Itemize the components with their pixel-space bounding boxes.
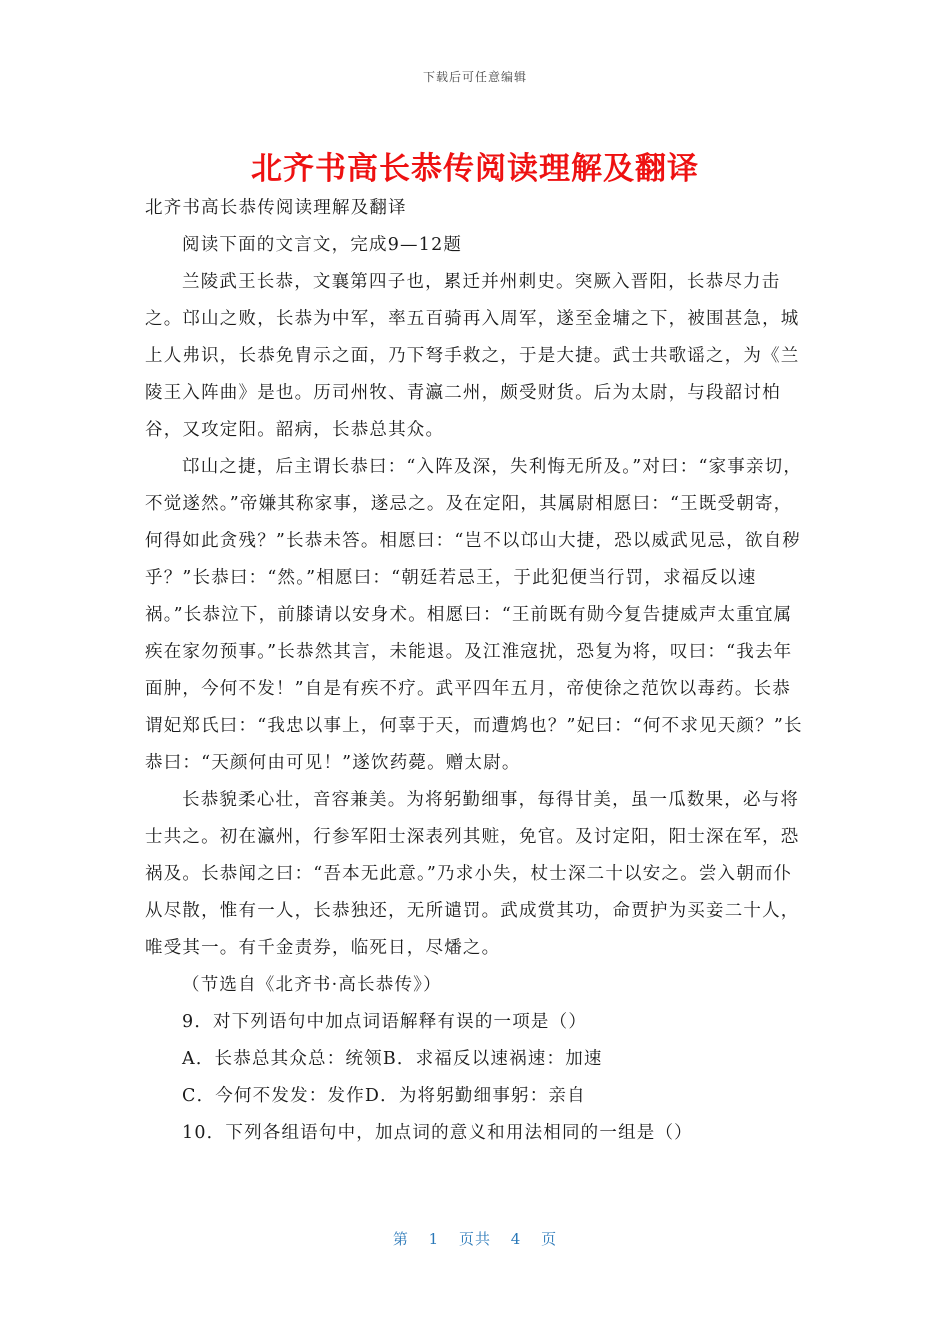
paragraph-1: 兰陵武王长恭，文襄第四子也，累迁并州刺史。突厥入晋阳，长恭尽力击之。邙山之败，长恭为中军，率五百骑再入周军，遂至金墉之下，被围甚急，城上人弗识，长恭免胄示之面，乃下弩手救之，于是大捷。武士共歌谣之，为《兰陵王入阵曲》是也。历司州牧、青瀛二州，颇受财货。后为太尉，与段韶讨柏谷，又攻定阳。韶病，长恭总其众。	[145, 272, 800, 440]
footer-total-pages: 4	[510, 1230, 522, 1248]
question-9: 9．对下列语句中加点词语解释有误的一项是（）	[182, 1012, 588, 1032]
document-title: 北齐书高长恭传阅读理解及翻译	[251, 151, 699, 187]
footer-page-number: 1	[428, 1230, 440, 1248]
question-9-options-cd: C．今何不发发：发作D．为将躬勤细事躬：亲自	[182, 1086, 586, 1106]
footer-page-label-post: 页	[541, 1230, 558, 1248]
paragraph-2: 邙山之捷，后主谓长恭曰：“入阵及深，失利悔无所及。”对曰：“家事亲切，不觉遂然。”帝嫌其称家事，遂忌之。及在定阳，其属尉相愿曰：“王既受朝寄，何得如此贪残？”长恭未答。相愿曰：“岂不以邙山大捷，恐以威武见忌，欲自秽乎？”长恭曰：“然。”相愿曰：“朝廷若忌王，于此犯便当行罚，求福反以速祸。”长恭泣下，前膝请以安身术。相愿曰：“王前既有勋今复告捷威声太重宜属疾在家勿预事。”长恭然其言，未能退。及江淮寇扰，恐复为将，叹曰：“我去年面肿，今何不发！”自是有疾不疗。武平四年五月，帝使徐之范饮以毒药。长恭谓妃郑氏曰：“我忠以事上，何辜于天，而遭鸩也？”妃曰：“何不求见天颜？”长恭曰：“天颜何由可见！”遂饮药薨。赠太尉。	[145, 457, 803, 773]
header-note: 下载后可任意编辑	[422, 70, 527, 84]
document-body	[145, 190, 807, 1152]
question-9-options-ab: A．长恭总其众总：统领B．求福反以速祸速：加速	[182, 1049, 603, 1069]
paragraph-3: 长恭貌柔心壮，音容兼美。为将躬勤细事，每得甘美，虽一瓜数果，必与将士共之。初在瀛州，行参军阳士深表列其赃，免官。及讨定阳，阳士深在军，恐祸及。长恭闻之曰：“吾本无此意。”乃求小失，杖士深二十以安之。尝入朝而仆从尽散，惟有一人，长恭独还，无所谴罚。武成赏其功，命贾护为买妾二十人，唯受其一。有千金责券，临死日，尽燔之。	[145, 790, 800, 958]
footer-page-label-pre: 第	[392, 1230, 409, 1248]
instruction: 阅读下面的文言文，完成9—12题	[182, 235, 463, 255]
footer-page-label-mid: 页共	[458, 1230, 491, 1248]
question-10: 10．下列各组语句中，加点词的意义和用法相同的一组是（）	[182, 1123, 693, 1143]
source-citation: （节选自《北齐书·高长恭传》）	[182, 975, 442, 995]
page-footer	[0, 1228, 950, 1249]
subtitle: 北齐书高长恭传阅读理解及翻译	[145, 198, 407, 218]
